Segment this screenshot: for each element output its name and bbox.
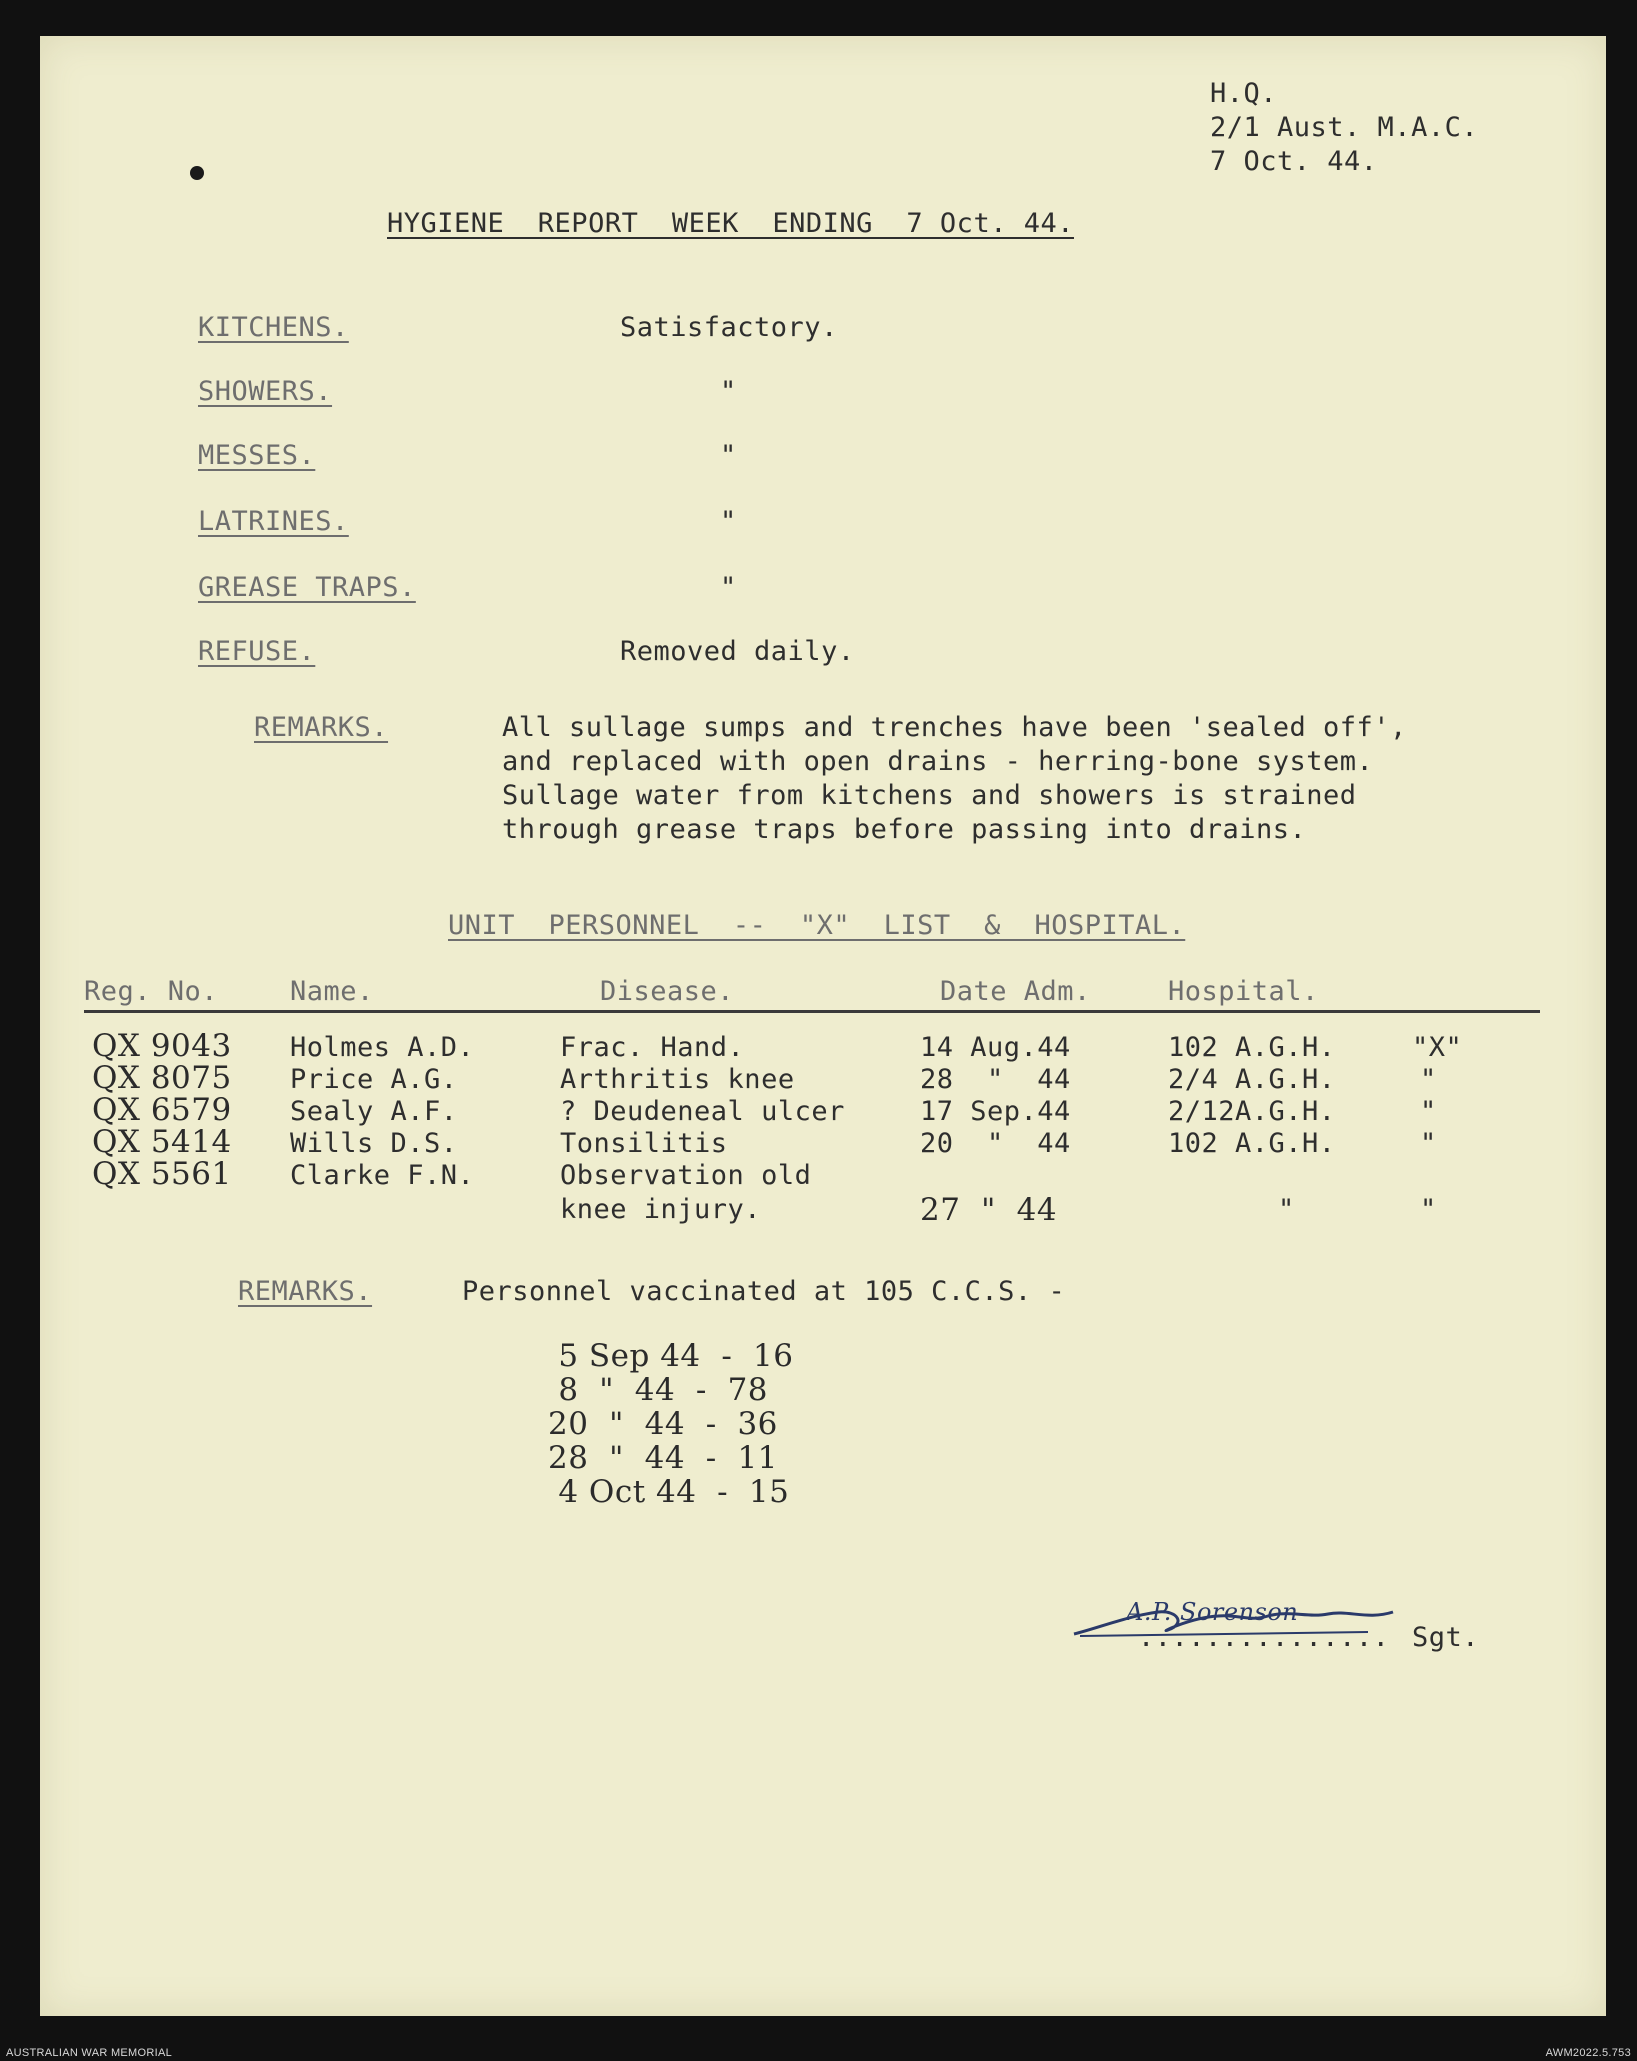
- disease: Arthritis knee: [560, 1064, 795, 1095]
- vaccination-remarks-text: Personnel vaccinated at 105 C.C.S. -: [462, 1276, 1066, 1307]
- date-admitted: 27 " 44: [920, 1192, 1058, 1228]
- column-header-hospital: Hospital.: [1168, 976, 1319, 1007]
- remarks-label: REMARKS.: [254, 712, 389, 743]
- table-header-rule: [84, 1010, 1540, 1013]
- hospital: 2/4 A.G.H.: [1168, 1064, 1336, 1095]
- hygiene-status-showers: ": [720, 376, 737, 407]
- list-mark: ": [1420, 1128, 1437, 1159]
- disease: Observation old: [560, 1160, 812, 1191]
- hygiene-status-grease-traps: ": [720, 572, 737, 603]
- hygiene-label-messes: MESSES.: [198, 440, 316, 471]
- hygiene-status-messes: ": [720, 440, 737, 471]
- column-header-name: Name.: [290, 976, 374, 1007]
- reg-number: QX 8075: [92, 1060, 232, 1096]
- patient-name: Holmes A.D.: [290, 1032, 475, 1063]
- vaccination-remarks-label: REMARKS.: [238, 1276, 373, 1307]
- patient-name: Wills D.S.: [290, 1128, 458, 1159]
- hospital: 102 A.G.H.: [1168, 1032, 1336, 1063]
- personnel-title: UNIT PERSONNEL -- "X" LIST & HOSPITAL.: [448, 910, 1186, 941]
- hospital: 2/12A.G.H.: [1168, 1096, 1336, 1127]
- header-line-1: H.Q.: [1210, 78, 1278, 109]
- footer-left: AUSTRALIAN WAR MEMORIAL: [6, 2047, 173, 2059]
- hygiene-status-refuse: Removed daily.: [620, 636, 855, 667]
- date-admitted: 20 " 44: [920, 1128, 1071, 1159]
- hygiene-label-kitchens: KITCHENS.: [198, 312, 349, 343]
- report-title: HYGIENE REPORT WEEK ENDING 7 Oct. 44.: [387, 208, 1074, 239]
- patient-name: Sealy A.F.: [290, 1096, 458, 1127]
- reg-number: QX 5561: [92, 1156, 232, 1192]
- patient-name: Clarke F.N.: [290, 1160, 475, 1191]
- reg-number: QX 9043: [92, 1028, 232, 1064]
- document-page: [40, 36, 1606, 2016]
- signature-name: A.P. Sorenson: [1126, 1598, 1299, 1626]
- reg-number: QX 5414: [92, 1124, 232, 1160]
- remarks-line: All sullage sumps and trenches have been 'sealed off',: [502, 712, 1407, 743]
- list-mark: ": [1420, 1064, 1437, 1095]
- hygiene-status-latrines: ": [720, 506, 737, 537]
- hospital: ": [1278, 1194, 1295, 1225]
- vaccination-entry: 4 Oct 44 - 15: [548, 1474, 790, 1510]
- remarks-line: Sullage water from kitchens and showers is strained: [502, 780, 1357, 811]
- remarks-line: through grease traps before passing into drains.: [502, 814, 1307, 845]
- date-admitted: 28 " 44: [920, 1064, 1071, 1095]
- list-mark: ": [1420, 1194, 1437, 1225]
- signature-dots: ...............: [1138, 1622, 1390, 1653]
- date-admitted: 17 Sep.44: [920, 1096, 1071, 1127]
- disease: Tonsilitis: [560, 1128, 728, 1159]
- date-admitted: 14 Aug.44: [920, 1032, 1071, 1063]
- hygiene-label-latrines: LATRINES.: [198, 506, 349, 537]
- hospital: 102 A.G.H.: [1168, 1128, 1336, 1159]
- disease: ? Deudeneal ulcer: [560, 1096, 845, 1127]
- column-header-disease: Disease.: [600, 976, 735, 1007]
- vaccination-entry: 28 " 44 - 11: [548, 1440, 778, 1476]
- list-mark: "X": [1412, 1032, 1463, 1063]
- signature-rank: Sgt.: [1412, 1622, 1480, 1653]
- header-line-2: 2/1 Aust. M.A.C.: [1210, 112, 1479, 143]
- disease: knee injury.: [560, 1194, 762, 1225]
- hygiene-label-showers: SHOWERS.: [198, 376, 333, 407]
- column-header-date-adm: Date Adm.: [940, 976, 1091, 1007]
- hygiene-label-refuse: REFUSE.: [198, 636, 316, 667]
- vaccination-entry: 8 " 44 - 78: [548, 1372, 769, 1408]
- remarks-line: and replaced with open drains - herring-bone system.: [502, 746, 1374, 777]
- vaccination-entry: 20 " 44 - 36: [548, 1406, 778, 1442]
- reg-number: QX 6579: [92, 1092, 232, 1128]
- hygiene-status-kitchens: Satisfactory.: [620, 312, 838, 343]
- header-line-3: 7 Oct. 44.: [1210, 146, 1378, 177]
- footer-right: AWM2022.5.753: [1545, 2047, 1631, 2059]
- disease: Frac. Hand.: [560, 1032, 745, 1063]
- hygiene-label-grease-traps: GREASE TRAPS.: [198, 572, 416, 603]
- list-mark: ": [1420, 1096, 1437, 1127]
- punch-hole: [190, 166, 204, 180]
- column-header-reg-no: Reg. No.: [84, 976, 219, 1007]
- vaccination-entry: 5 Sep 44 - 16: [548, 1338, 794, 1374]
- patient-name: Price A.G.: [290, 1064, 458, 1095]
